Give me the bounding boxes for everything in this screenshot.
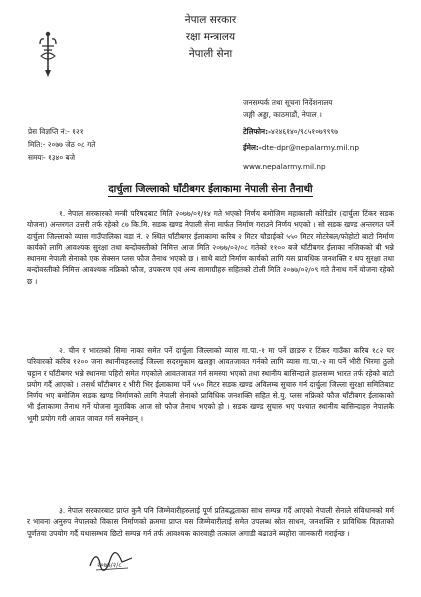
email-row — [243, 143, 359, 153]
paragraph-1-text: १. नेपाल सरकारको मन्त्री परिषदबाट मिति २०७७/०१/१४ गते भएको निर्णय बमोजिम महाकाली कोरिडोर (दार्चुला टिंकर सडक योजना) अन्तरगत उत्तरी तर्फ रहेको ८७ कि.मि. सडक खण्ड नेपाली सेना मार्फत निर्माण गराउने निर्णय भएको । सो सडक खण्ड अन्तरगत पर्ने दार्चुला जिल्लाको व्यास गाउँपालिका वडा नं. २ स्थित घाँटीबगर ईलाकामा करिब २ मिटर चौडाईको ५५० मिटर मोटरेबल/फोहोटो बाटो निर्माण कार्यको लागि आवश्यक सुरक्षा तथा बन्दोवस्तीको निमित्त आज मिति २०७७/०२/०८ गतेको ११०० बजे घाँटीबगर ईलाका नजिकको बी भन्ने स्थानमा नेपाली सेनाको एक सेक्सन प्लस फौज तैनाथ भएको छ । साथै बाटो निर्माण कार्यको लागि यस प्रावधिक जनशक्ति र थप सुरक्षा तथा बन्दोवस्तीको निमित्त आवश्यक नफ्रिको फौज, उपकरण एवं अन्य सामाग्रीहरु सहितको टोली मिति २०७७/०२/०९ गते तैनाथ गर्ने योजना रहेको छ । — [27, 209, 394, 286]
letterhead-army: नेपाली सेना — [188, 48, 233, 60]
letterhead-ministry: रक्षा मन्त्रालय — [185, 31, 236, 43]
nepal-army-emblem-icon — [37, 30, 59, 78]
press-release-title: दार्चुला जिल्लाको घाँटीबगर ईलाकामा नेपाली सेना तैनाथी — [108, 184, 313, 195]
press-number-row — [28, 127, 84, 137]
date-row — [28, 140, 95, 150]
paragraph-2 — [27, 345, 394, 424]
directorate-address: जङ्गी अड्डा, काठमाडौं, नेपाल । — [243, 110, 322, 119]
letterhead-government: नेपाल सरकार — [184, 14, 237, 26]
time-value: १३४० बजे — [47, 153, 76, 162]
email-label: ईमेल:- — [243, 143, 262, 152]
phone-label: टेलिफोन:- — [243, 127, 272, 136]
paragraph-3 — [27, 505, 394, 539]
time-row — [28, 153, 75, 163]
date-value: २०७७ जेठ ०८ गते — [47, 140, 96, 149]
time-label: समयः- — [28, 153, 46, 162]
paragraph-1 — [27, 208, 394, 287]
date-label: मिति:- — [28, 140, 46, 149]
signature-date: २०७७/२/८ — [97, 561, 122, 569]
press-number-value: १२१ — [72, 127, 84, 136]
email-value[interactable]: dte-dpr@nepalarmy.mil.np — [261, 143, 360, 152]
website-row — [243, 162, 326, 172]
directorate-name: जनसम्पर्क तथा सूचना निर्देशनालय — [243, 98, 333, 107]
paragraph-2-text: २. चीन र भारतको सिमा नाका समेत पर्ने दार्चुला जिल्लाको व्यास गा.पा.-१ मा पर्ने छाङरु र टिंकर गाउँका करिब १८२ घर परिवारको करिब १२०० जना स्थानीयहरुलाई जिल्ला सदरमुकाम खलङ्गा आवतजावत गर्नको लागि व्यास गा.पा.-२ मा पर्ने भीरी भिरमा ठुलो चट्टान र घाँटीबगर भन्ने स्थानमा पहिरो समेत गएकोले आवतजावत गर्न समस्या भएको तथा स्थानीय बासिन्दाले हालसम्म भारत तर्फ रहेको बाटो प्रयोग गर्दै आएको । तसर्थ घाँटीबगर र भीरी भिर ईलाकामा पर्ने ५५० मिटर सडक खण्ड अविलम्ब सुचारु गर्न दार्चुला जिल्ला सुरक्षा समितिबाट निर्णय भए बमोजिम सडक खण्ड निर्माणको लागि नेपाली सेनाको प्राविधिक जनशक्ति सहित से.यु. प्लस नफ्रिको फौज घाँटीबगर ईलाकाको भी ईलाकामा तैनाथ गर्ने योजना मुताबिक आज सो फौज तैनाथ भएको हो । सडक खण्ड सुचारु भए पश्चात स्थानीय बासिन्दाहरु नेपालकै भूमी प्रयोग गरी आवत जावत गर्न सक्नेछन् । — [27, 346, 394, 423]
website-value[interactable]: www.nepalarmy.mil.np — [243, 162, 326, 171]
press-number-label: प्रेस विज्ञप्ति नं:- — [28, 127, 70, 136]
paragraph-3-text: ३. नेपाल सरकारबाट प्राप्त कुनै पनि जिम्मेवारीहरुलाई पूर्ण प्रतिबद्धताका साथ सम्पन्न गर्दै आएको नेपाली सेनाले संविधानको मर्म र भावना अनुरुप नेपालको विकास निर्माणको क्रममा प्राप्त यस जिम्मेवारीलाई समेत उपलब्ध स्रोत साधन, जनशक्ति र प्राविधिक विज्ञताको पूर्णतया उपयोग गर्दै यथासम्भव छिटो सम्पन्न गर्न तर्फ आवश्यक कारवाही तत्काल अगाडी बढाउने ब्यहोरा जानकारी गराईन्छ । — [27, 506, 394, 538]
phone-value: ४२४६१४०/९८५१०७९९९७ — [271, 127, 338, 136]
phone-row — [243, 127, 338, 137]
